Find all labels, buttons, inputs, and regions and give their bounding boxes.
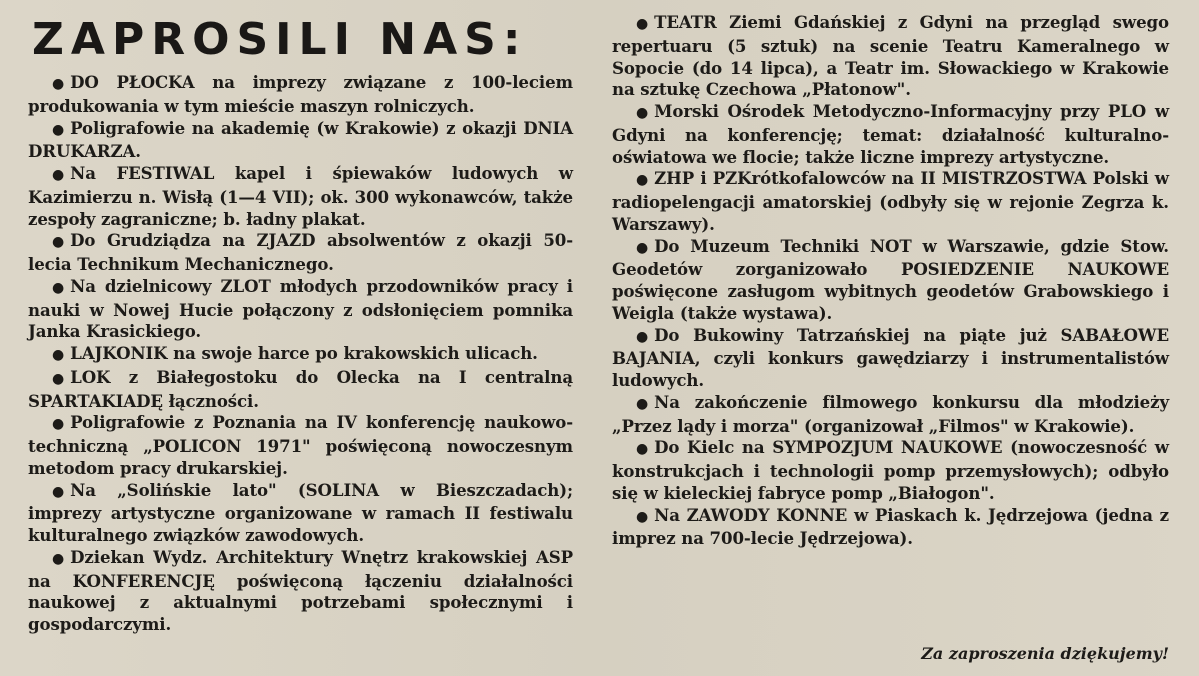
bullet-icon: ● (636, 508, 649, 525)
announcement-item (612, 505, 1169, 551)
announcement-item (28, 343, 573, 367)
left-column (28, 0, 584, 636)
bullet-icon: ● (636, 239, 649, 256)
bullet-icon: ● (52, 550, 65, 567)
bullet-icon: ● (52, 121, 65, 138)
announcement-item (28, 480, 573, 547)
announcement-item (28, 163, 573, 230)
announcement-text: Poligrafowie na akademię (w Krakowie) z okazji DNIA DRUKARZA. (28, 117, 573, 162)
announcement-text: Poligrafowie z Poznania na IV konferencję naukowo-techniczną „POLICON 1971" poświęconą nowoczesnym metodom pracy drukarskiej. (28, 412, 573, 478)
column-divider (598, 8, 599, 668)
announcement-text: Morski Ośrodek Metodyczno-Informacyjny przy PLO w Gdyni na konferencję; temat: działalność kulturalno-oświatowa we flocie; także liczne imprezy artystyczne. (612, 101, 1169, 167)
announcement-item (612, 168, 1169, 235)
announcement-text: Na dzielnicowy ZLOT młodych przodowników pracy i nauki w Nowej Hucie połączony z odsłonięciem pomnika Janka Krasickiego. (28, 275, 573, 342)
announcement-item (28, 72, 573, 118)
right-item-list (612, 12, 1172, 550)
announcement-text: ZHP i PZKrótkofalowców na II MISTRZOSTWA Polski w radiopelengacji amatorskiej (odbyły się w rejonie Zegrza k. Warszawy). (612, 168, 1169, 234)
announcement-item (612, 325, 1169, 392)
bullet-icon: ● (52, 279, 65, 296)
announcement-text: Na FESTIWAL kapel i śpiewaków ludowych w Kazimierzu n. Wisłą (1—4 VII); ok. 300 wykonawców, także zespoły zagraniczne; b. ładny plakat. (28, 163, 573, 229)
announcement-item (612, 236, 1169, 325)
announcement-text: Do Kielc na SYMPOZJUM NAUKOWE (nowoczesność w konstrukcjach i technologii pomp przemysłowych); odbyło się w kieleckiej fabryce pomp „Białogon". (612, 437, 1169, 503)
announcement-text: LAJKONIK na swoje harce po krakowskich ulicach. (70, 343, 538, 363)
bullet-icon: ● (636, 441, 649, 458)
announcement-text: Dziekan Wydz. Architektury Wnętrz krakowskiej ASP na KONFERENCJĘ poświęconą łączeniu działalności naukowej z aktualnymi potrzebami społecznymi i gospodarczymi. (28, 546, 573, 634)
announcement-item (28, 118, 573, 164)
announcement-text: Na „Solińskie lato" (SOLINA w Bieszczadach); imprezy artystyczne organizowane w ramach II festiwalu kulturalnego związków zawodowych. (28, 479, 573, 545)
announcement-text: Do Bukowiny Tatrzańskiej na piąte już SABAŁOWE BAJANIA, czyli konkurs gawędziarzy i instrumentalistów ludowych. (612, 324, 1169, 390)
bullet-icon: ● (52, 76, 65, 92)
bullet-icon: ● (52, 167, 65, 183)
announcement-text: Na zakończenie filmowego konkursu dla młodzieży „Przez lądy i morza" (organizował „Filmos" w Krakowie). (612, 391, 1169, 436)
announcement-item (612, 392, 1169, 438)
announcement-text: Na ZAWODY KONNE w Piaskach k. Jędrzejowa (jedna z imprez na 700-lecie Jędrzejowa). (612, 504, 1169, 549)
announcement-item (28, 276, 573, 343)
announcement-text: TEATR Ziemi Gdańskiej z Gdyni na przegląd swego repertuaru (5 sztuk) na scenie Teatru Kameralnego w Sopocie (do 14 lipca), a Teatr im. Słowackiego w Krakowie na sztukę Czechowa „Płatonow". (612, 12, 1169, 100)
closing-note: Za zaproszenia dziękujemy! (921, 644, 1169, 663)
bullet-icon: ● (52, 370, 65, 387)
announcement-item (28, 367, 573, 413)
page-title: ZAPROSILI NAS: (32, 14, 528, 65)
left-item-list (28, 72, 584, 636)
bullet-icon: ● (636, 395, 649, 412)
announcement-item (28, 547, 573, 636)
announcement-item (612, 101, 1169, 168)
bullet-icon: ● (636, 105, 649, 121)
announcement-text: LOK z Białegostoku do Olecka na I centralną SPARTAKIADĘ łączności. (28, 366, 573, 411)
bullet-icon: ● (52, 416, 65, 433)
bullet-icon: ● (636, 328, 649, 345)
announcement-item (612, 12, 1169, 101)
announcement-item (612, 437, 1169, 504)
announcement-text: DO PŁOCKA na imprezy związane z 100-leciem produkowania w tym mieście maszyn rolniczych. (28, 72, 573, 116)
bullet-icon: ● (636, 16, 649, 32)
right-column (612, 12, 1172, 550)
bullet-icon: ● (52, 234, 65, 251)
announcement-text: Do Muzeum Techniki NOT w Warszawie, gdzie Stow. Geodetów zorganizowało POSIEDZENIE NAUKOWE poświęcone zasługom wybitnych geodetów Grabowskiego i Weigla (także wystawa). (612, 235, 1169, 323)
announcement-text: Do Grudziądza na ZJAZD absolwentów z okazji 50-lecia Technikum Mechanicznego. (28, 230, 573, 274)
bullet-icon: ● (636, 172, 649, 189)
bullet-icon: ● (52, 347, 65, 363)
announcement-item (28, 230, 573, 276)
bullet-icon: ● (52, 483, 65, 500)
announcement-item (28, 412, 573, 479)
